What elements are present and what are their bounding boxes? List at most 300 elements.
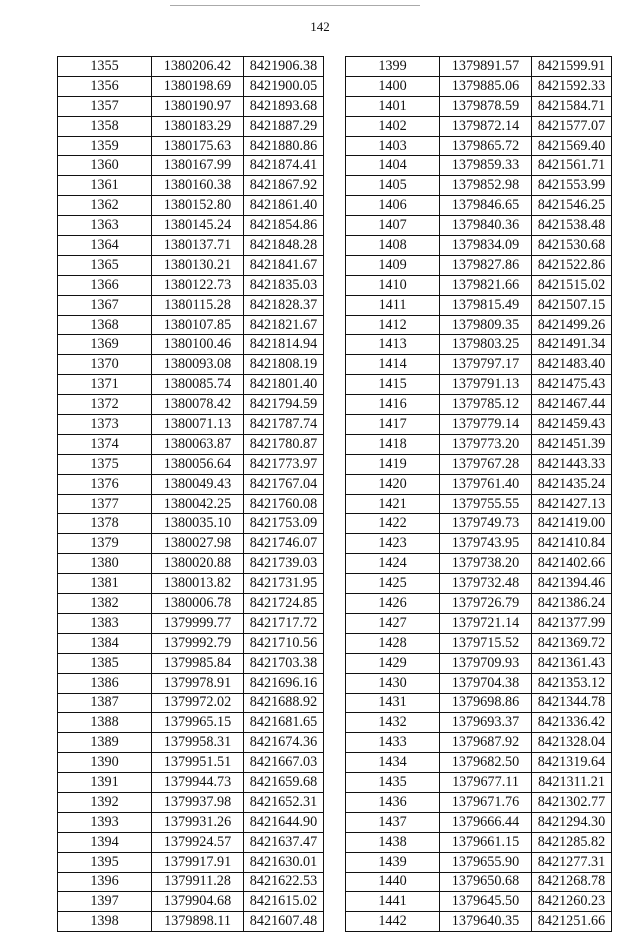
point-number-cell: 1383 (58, 613, 152, 633)
point-number-cell: 1408 (346, 236, 440, 256)
table-row (346, 733, 612, 753)
y-coordinate-cell: 8421268.78 (532, 872, 612, 892)
y-coordinate-cell: 8421841.67 (244, 255, 324, 275)
point-number-cell: 1416 (346, 395, 440, 415)
x-coordinate-cell: 1379671.76 (440, 792, 532, 812)
point-number-cell: 1419 (346, 454, 440, 474)
table-row (346, 494, 612, 514)
y-coordinate-cell: 8421377.99 (532, 613, 612, 633)
x-coordinate-cell: 1379693.37 (440, 713, 532, 733)
point-number-cell: 1441 (346, 892, 440, 912)
point-number-cell: 1410 (346, 275, 440, 295)
x-coordinate-cell: 1379985.84 (152, 653, 244, 673)
table-row (346, 474, 612, 494)
x-coordinate-cell: 1379931.26 (152, 812, 244, 832)
point-number-cell: 1415 (346, 375, 440, 395)
point-number-cell: 1426 (346, 594, 440, 614)
point-number-cell: 1377 (58, 494, 152, 514)
table-row (346, 812, 612, 832)
y-coordinate-cell: 8421577.07 (532, 116, 612, 136)
point-number-cell: 1379 (58, 534, 152, 554)
y-coordinate-cell: 8421717.72 (244, 613, 324, 633)
table-row (346, 57, 612, 77)
x-coordinate-cell: 1379773.20 (440, 434, 532, 454)
x-coordinate-cell: 1379992.79 (152, 633, 244, 653)
y-coordinate-cell: 8421760.08 (244, 494, 324, 514)
y-coordinate-cell: 8421515.02 (532, 275, 612, 295)
y-coordinate-cell: 8421546.25 (532, 196, 612, 216)
x-coordinate-cell: 1380167.99 (152, 156, 244, 176)
y-coordinate-cell: 8421553.99 (532, 176, 612, 196)
x-coordinate-cell: 1379732.48 (440, 574, 532, 594)
table-row (346, 872, 612, 892)
y-coordinate-cell: 8421475.43 (532, 375, 612, 395)
y-coordinate-cell: 8421251.66 (532, 912, 612, 932)
table-row (58, 872, 324, 892)
point-number-cell: 1356 (58, 76, 152, 96)
x-coordinate-cell: 1379650.68 (440, 872, 532, 892)
point-number-cell: 1425 (346, 574, 440, 594)
point-number-cell: 1412 (346, 315, 440, 335)
table-row (346, 534, 612, 554)
point-number-cell: 1373 (58, 415, 152, 435)
point-number-cell: 1381 (58, 574, 152, 594)
point-number-cell: 1414 (346, 355, 440, 375)
point-number-cell: 1365 (58, 255, 152, 275)
table-row (58, 335, 324, 355)
x-coordinate-cell: 1379791.13 (440, 375, 532, 395)
y-coordinate-cell: 8421569.40 (532, 136, 612, 156)
table-row (346, 912, 612, 932)
table-row (346, 852, 612, 872)
point-number-cell: 1411 (346, 295, 440, 315)
table-row (58, 653, 324, 673)
x-coordinate-cell: 1379755.55 (440, 494, 532, 514)
point-number-cell: 1440 (346, 872, 440, 892)
table-row (346, 753, 612, 773)
table-row (346, 713, 612, 733)
table-row (58, 693, 324, 713)
y-coordinate-cell: 8421369.72 (532, 633, 612, 653)
table-row (346, 514, 612, 534)
table-row (346, 116, 612, 136)
point-number-cell: 1434 (346, 753, 440, 773)
coordinates-table-right (345, 56, 612, 932)
x-coordinate-cell: 1380049.43 (152, 474, 244, 494)
x-coordinate-cell: 1379852.98 (440, 176, 532, 196)
table-row (58, 415, 324, 435)
x-coordinate-cell: 1379785.12 (440, 395, 532, 415)
table-row (346, 275, 612, 295)
y-coordinate-cell: 8421538.48 (532, 216, 612, 236)
table-row (58, 136, 324, 156)
x-coordinate-cell: 1379917.91 (152, 852, 244, 872)
x-coordinate-cell: 1380107.85 (152, 315, 244, 335)
y-coordinate-cell: 8421277.31 (532, 852, 612, 872)
x-coordinate-cell: 1380137.71 (152, 236, 244, 256)
y-coordinate-cell: 8421900.05 (244, 76, 324, 96)
point-number-cell: 1389 (58, 733, 152, 753)
point-number-cell: 1422 (346, 514, 440, 534)
table-row (346, 76, 612, 96)
y-coordinate-cell: 8421507.15 (532, 295, 612, 315)
x-coordinate-cell: 1380175.63 (152, 136, 244, 156)
point-number-cell: 1359 (58, 136, 152, 156)
y-coordinate-cell: 8421674.36 (244, 733, 324, 753)
point-number-cell: 1387 (58, 693, 152, 713)
table-row (346, 236, 612, 256)
table-row (58, 57, 324, 77)
x-coordinate-cell: 1379872.14 (440, 116, 532, 136)
table-row (346, 156, 612, 176)
x-coordinate-cell: 1380093.08 (152, 355, 244, 375)
point-number-cell: 1417 (346, 415, 440, 435)
point-number-cell: 1437 (346, 812, 440, 832)
x-coordinate-cell: 1379878.59 (440, 96, 532, 116)
x-coordinate-cell: 1379655.90 (440, 852, 532, 872)
y-coordinate-cell: 8421419.00 (532, 514, 612, 534)
table-row (58, 773, 324, 793)
point-number-cell: 1378 (58, 514, 152, 534)
y-coordinate-cell: 8421767.04 (244, 474, 324, 494)
y-coordinate-cell: 8421319.64 (532, 753, 612, 773)
point-number-cell: 1439 (346, 852, 440, 872)
x-coordinate-cell: 1380006.78 (152, 594, 244, 614)
y-coordinate-cell: 8421874.41 (244, 156, 324, 176)
x-coordinate-cell: 1380078.42 (152, 395, 244, 415)
y-coordinate-cell: 8421893.68 (244, 96, 324, 116)
point-number-cell: 1398 (58, 912, 152, 932)
point-number-cell: 1403 (346, 136, 440, 156)
y-coordinate-cell: 8421435.24 (532, 474, 612, 494)
x-coordinate-cell: 1379937.98 (152, 792, 244, 812)
y-coordinate-cell: 8421361.43 (532, 653, 612, 673)
y-coordinate-cell: 8421328.04 (532, 733, 612, 753)
table-row (346, 454, 612, 474)
x-coordinate-cell: 1379749.73 (440, 514, 532, 534)
table-row (58, 613, 324, 633)
y-coordinate-cell: 8421746.07 (244, 534, 324, 554)
x-coordinate-cell: 1380013.82 (152, 574, 244, 594)
y-coordinate-cell: 8421835.03 (244, 275, 324, 295)
y-coordinate-cell: 8421861.40 (244, 196, 324, 216)
x-coordinate-cell: 1379743.95 (440, 534, 532, 554)
table-row (58, 633, 324, 653)
table-row (346, 255, 612, 275)
table-row (58, 733, 324, 753)
point-number-cell: 1420 (346, 474, 440, 494)
y-coordinate-cell: 8421427.13 (532, 494, 612, 514)
x-coordinate-cell: 1379797.17 (440, 355, 532, 375)
x-coordinate-cell: 1379803.25 (440, 335, 532, 355)
x-coordinate-cell: 1380183.29 (152, 116, 244, 136)
y-coordinate-cell: 8421724.85 (244, 594, 324, 614)
y-coordinate-cell: 8421491.34 (532, 335, 612, 355)
coordinates-table-left (57, 56, 324, 932)
table-row (346, 594, 612, 614)
x-coordinate-cell: 1379715.52 (440, 633, 532, 653)
page-number: 142 (310, 19, 330, 34)
y-coordinate-cell: 8421854.86 (244, 216, 324, 236)
point-number-cell: 1392 (58, 792, 152, 812)
y-coordinate-cell: 8421386.24 (532, 594, 612, 614)
x-coordinate-cell: 1379677.11 (440, 773, 532, 793)
x-coordinate-cell: 1380145.24 (152, 216, 244, 236)
x-coordinate-cell: 1379726.79 (440, 594, 532, 614)
point-number-cell: 1372 (58, 395, 152, 415)
x-coordinate-cell: 1379924.57 (152, 832, 244, 852)
x-coordinate-cell: 1379779.14 (440, 415, 532, 435)
x-coordinate-cell: 1379911.28 (152, 872, 244, 892)
x-coordinate-cell: 1379821.66 (440, 275, 532, 295)
table-row (346, 136, 612, 156)
table-row (346, 832, 612, 852)
point-number-cell: 1375 (58, 454, 152, 474)
y-coordinate-cell: 8421710.56 (244, 633, 324, 653)
y-coordinate-cell: 8421402.66 (532, 554, 612, 574)
y-coordinate-cell: 8421808.19 (244, 355, 324, 375)
table-row (58, 434, 324, 454)
table-row (58, 792, 324, 812)
y-coordinate-cell: 8421483.40 (532, 355, 612, 375)
table-row (346, 792, 612, 812)
y-coordinate-cell: 8421561.71 (532, 156, 612, 176)
y-coordinate-cell: 8421443.33 (532, 454, 612, 474)
point-number-cell: 1435 (346, 773, 440, 793)
point-number-cell: 1370 (58, 355, 152, 375)
x-coordinate-cell: 1379704.38 (440, 673, 532, 693)
y-coordinate-cell: 8421696.16 (244, 673, 324, 693)
y-coordinate-cell: 8421530.68 (532, 236, 612, 256)
table-row (58, 832, 324, 852)
y-coordinate-cell: 8421467.44 (532, 395, 612, 415)
point-number-cell: 1429 (346, 653, 440, 673)
y-coordinate-cell: 8421353.12 (532, 673, 612, 693)
point-number-cell: 1364 (58, 236, 152, 256)
point-number-cell: 1402 (346, 116, 440, 136)
y-coordinate-cell: 8421659.68 (244, 773, 324, 793)
point-number-cell: 1436 (346, 792, 440, 812)
point-number-cell: 1355 (58, 57, 152, 77)
x-coordinate-cell: 1380130.21 (152, 255, 244, 275)
y-coordinate-cell: 8421410.84 (532, 534, 612, 554)
table-row (58, 315, 324, 335)
y-coordinate-cell: 8421652.31 (244, 792, 324, 812)
y-coordinate-cell: 8421260.23 (532, 892, 612, 912)
point-number-cell: 1361 (58, 176, 152, 196)
y-coordinate-cell: 8421599.91 (532, 57, 612, 77)
x-coordinate-cell: 1379885.06 (440, 76, 532, 96)
point-number-cell: 1368 (58, 315, 152, 335)
y-coordinate-cell: 8421880.86 (244, 136, 324, 156)
table-row (58, 852, 324, 872)
x-coordinate-cell: 1379834.09 (440, 236, 532, 256)
table-row (346, 773, 612, 793)
point-number-cell: 1433 (346, 733, 440, 753)
x-coordinate-cell: 1379809.35 (440, 315, 532, 335)
point-number-cell: 1399 (346, 57, 440, 77)
table-row (58, 236, 324, 256)
y-coordinate-cell: 8421285.82 (532, 832, 612, 852)
table-row (346, 375, 612, 395)
table-row (58, 375, 324, 395)
y-coordinate-cell: 8421336.42 (532, 713, 612, 733)
y-coordinate-cell: 8421787.74 (244, 415, 324, 435)
point-number-cell: 1423 (346, 534, 440, 554)
point-number-cell: 1363 (58, 216, 152, 236)
x-coordinate-cell: 1379661.15 (440, 832, 532, 852)
x-coordinate-cell: 1379721.14 (440, 613, 532, 633)
x-coordinate-cell: 1380035.10 (152, 514, 244, 534)
point-number-cell: 1362 (58, 196, 152, 216)
x-coordinate-cell: 1379965.15 (152, 713, 244, 733)
table-row (58, 156, 324, 176)
y-coordinate-cell: 8421615.02 (244, 892, 324, 912)
point-number-cell: 1384 (58, 633, 152, 653)
y-coordinate-cell: 8421801.40 (244, 375, 324, 395)
table-row (58, 176, 324, 196)
point-number-cell: 1386 (58, 673, 152, 693)
y-coordinate-cell: 8421644.90 (244, 812, 324, 832)
point-number-cell: 1404 (346, 156, 440, 176)
x-coordinate-cell: 1379827.86 (440, 255, 532, 275)
x-coordinate-cell: 1379865.72 (440, 136, 532, 156)
x-coordinate-cell: 1379891.57 (440, 57, 532, 77)
point-number-cell: 1358 (58, 116, 152, 136)
table-row (346, 554, 612, 574)
table-row (346, 633, 612, 653)
table-row (58, 196, 324, 216)
point-number-cell: 1393 (58, 812, 152, 832)
x-coordinate-cell: 1379972.02 (152, 693, 244, 713)
x-coordinate-cell: 1380056.64 (152, 454, 244, 474)
point-number-cell: 1406 (346, 196, 440, 216)
x-coordinate-cell: 1380122.73 (152, 275, 244, 295)
point-number-cell: 1374 (58, 434, 152, 454)
point-number-cell: 1394 (58, 832, 152, 852)
table-row (58, 514, 324, 534)
y-coordinate-cell: 8421394.46 (532, 574, 612, 594)
table-row (58, 494, 324, 514)
table-row (58, 116, 324, 136)
x-coordinate-cell: 1379978.91 (152, 673, 244, 693)
y-coordinate-cell: 8421592.33 (532, 76, 612, 96)
y-coordinate-cell: 8421630.01 (244, 852, 324, 872)
y-coordinate-cell: 8421867.92 (244, 176, 324, 196)
table-row (58, 275, 324, 295)
point-number-cell: 1442 (346, 912, 440, 932)
y-coordinate-cell: 8421344.78 (532, 693, 612, 713)
point-number-cell: 1430 (346, 673, 440, 693)
point-number-cell: 1367 (58, 295, 152, 315)
point-number-cell: 1382 (58, 594, 152, 614)
y-coordinate-cell: 8421887.29 (244, 116, 324, 136)
point-number-cell: 1409 (346, 255, 440, 275)
table-row (346, 295, 612, 315)
x-coordinate-cell: 1379645.50 (440, 892, 532, 912)
point-number-cell: 1380 (58, 554, 152, 574)
table-row (346, 335, 612, 355)
table-row (58, 454, 324, 474)
point-number-cell: 1390 (58, 753, 152, 773)
table-row (58, 76, 324, 96)
y-coordinate-cell: 8421814.94 (244, 335, 324, 355)
y-coordinate-cell: 8421753.09 (244, 514, 324, 534)
point-number-cell: 1405 (346, 176, 440, 196)
x-coordinate-cell: 1379999.77 (152, 613, 244, 633)
y-coordinate-cell: 8421459.43 (532, 415, 612, 435)
table-row (58, 534, 324, 554)
y-coordinate-cell: 8421821.67 (244, 315, 324, 335)
y-coordinate-cell: 8421739.03 (244, 554, 324, 574)
x-coordinate-cell: 1379846.65 (440, 196, 532, 216)
x-coordinate-cell: 1380020.88 (152, 554, 244, 574)
x-coordinate-cell: 1379815.49 (440, 295, 532, 315)
point-number-cell: 1366 (58, 275, 152, 295)
y-coordinate-cell: 8421667.03 (244, 753, 324, 773)
y-coordinate-cell: 8421607.48 (244, 912, 324, 932)
table-row (346, 415, 612, 435)
table-row (58, 892, 324, 912)
x-coordinate-cell: 1380152.80 (152, 196, 244, 216)
point-number-cell: 1396 (58, 872, 152, 892)
point-number-cell: 1438 (346, 832, 440, 852)
point-number-cell: 1413 (346, 335, 440, 355)
x-coordinate-cell: 1379859.33 (440, 156, 532, 176)
x-coordinate-cell: 1380115.28 (152, 295, 244, 315)
table-row (346, 673, 612, 693)
x-coordinate-cell: 1379682.50 (440, 753, 532, 773)
x-coordinate-cell: 1380063.87 (152, 434, 244, 454)
point-number-cell: 1357 (58, 96, 152, 116)
point-number-cell: 1397 (58, 892, 152, 912)
x-coordinate-cell: 1379951.51 (152, 753, 244, 773)
header-rule (170, 5, 420, 6)
x-coordinate-cell: 1380027.98 (152, 534, 244, 554)
point-number-cell: 1369 (58, 335, 152, 355)
x-coordinate-cell: 1379640.35 (440, 912, 532, 932)
table-row (58, 713, 324, 733)
x-coordinate-cell: 1379958.31 (152, 733, 244, 753)
y-coordinate-cell: 8421302.77 (532, 792, 612, 812)
y-coordinate-cell: 8421828.37 (244, 295, 324, 315)
table-row (58, 753, 324, 773)
y-coordinate-cell: 8421584.71 (532, 96, 612, 116)
point-number-cell: 1400 (346, 76, 440, 96)
y-coordinate-cell: 8421731.95 (244, 574, 324, 594)
table-row (58, 395, 324, 415)
point-number-cell: 1428 (346, 633, 440, 653)
y-coordinate-cell: 8421848.28 (244, 236, 324, 256)
x-coordinate-cell: 1379709.93 (440, 653, 532, 673)
x-coordinate-cell: 1379904.68 (152, 892, 244, 912)
table-row (346, 434, 612, 454)
table-row (58, 96, 324, 116)
y-coordinate-cell: 8421637.47 (244, 832, 324, 852)
x-coordinate-cell: 1379944.73 (152, 773, 244, 793)
y-coordinate-cell: 8421780.87 (244, 434, 324, 454)
point-number-cell: 1395 (58, 852, 152, 872)
table-row (58, 255, 324, 275)
table-row (346, 355, 612, 375)
point-number-cell: 1385 (58, 653, 152, 673)
table-row (58, 474, 324, 494)
x-coordinate-cell: 1379687.92 (440, 733, 532, 753)
x-coordinate-cell: 1380198.69 (152, 76, 244, 96)
table-row (58, 355, 324, 375)
x-coordinate-cell: 1380100.46 (152, 335, 244, 355)
table-row (58, 574, 324, 594)
